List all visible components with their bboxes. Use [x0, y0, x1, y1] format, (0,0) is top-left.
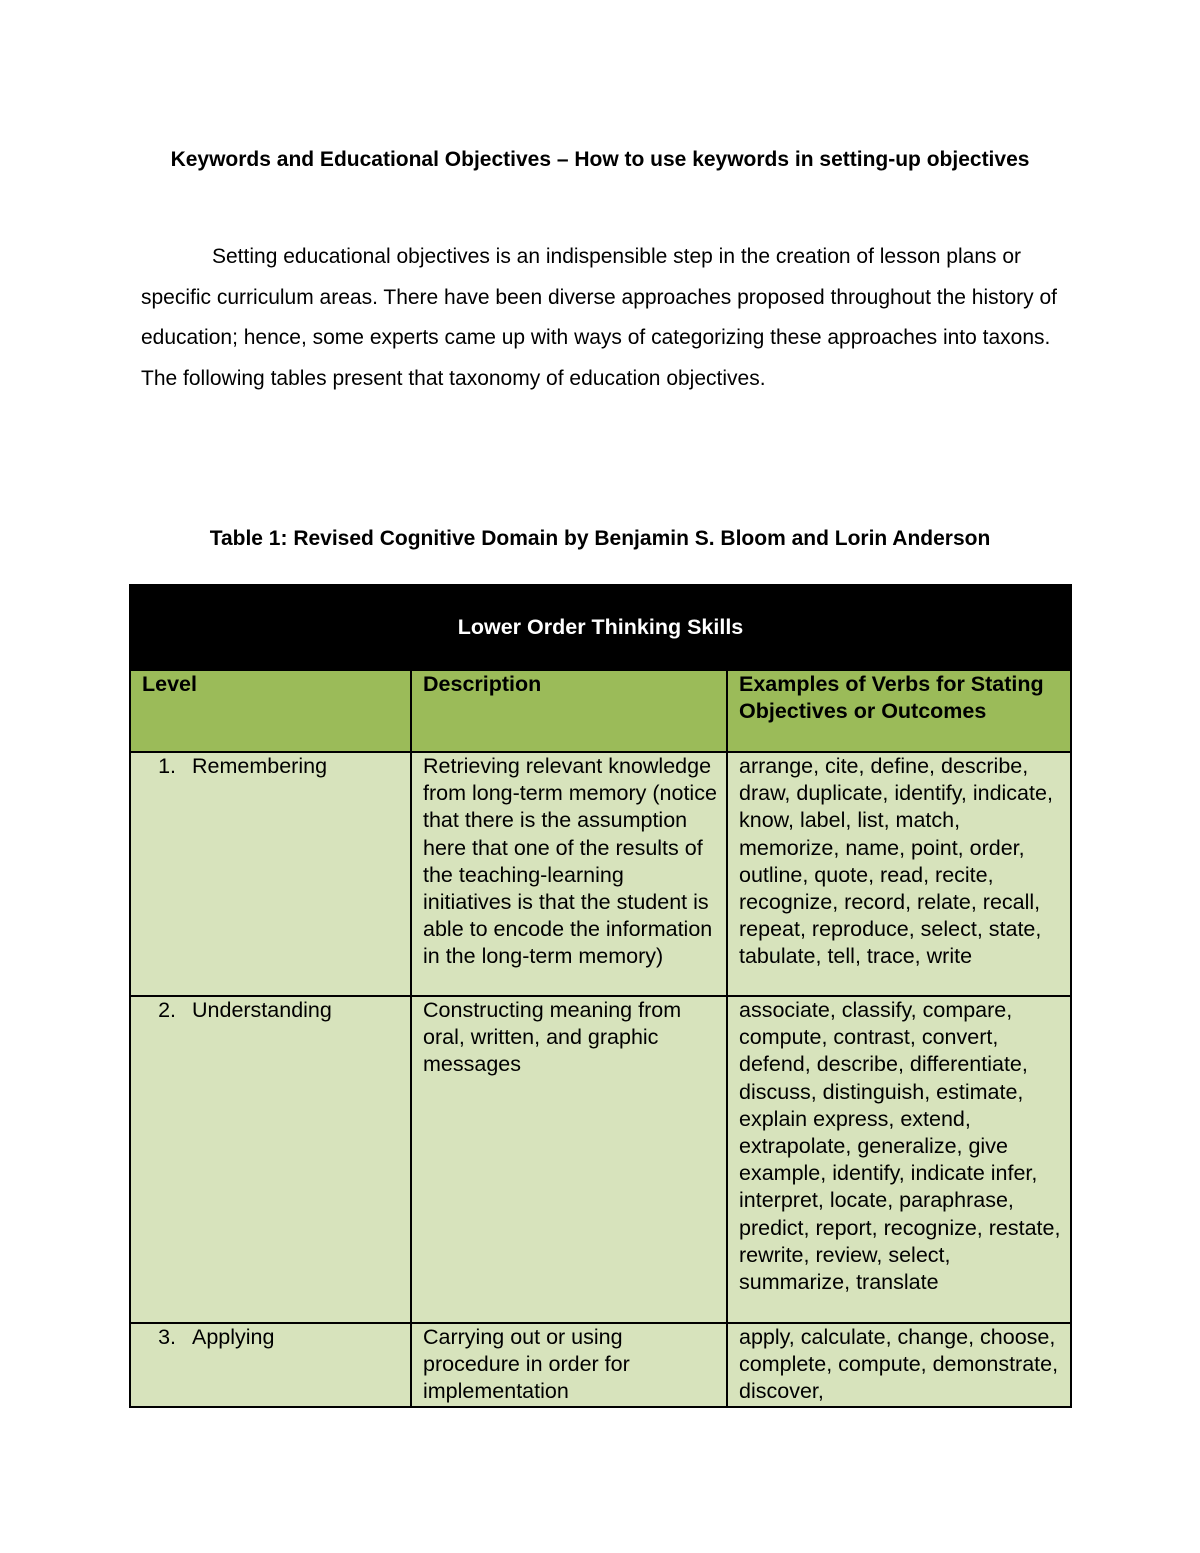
- table-caption: Table 1: Revised Cognitive Domain by Benjamin S. Bloom and Lorin Anderson: [209, 527, 991, 550]
- description-cell: Carrying out or using procedure in order for implementation: [411, 1323, 727, 1407]
- level-number: 2.: [158, 998, 176, 1022]
- table-banner: Lower Order Thinking Skills: [130, 585, 1071, 670]
- table-row: [130, 752, 1071, 996]
- table-banner-row: [130, 585, 1071, 670]
- column-header-description: Description: [411, 670, 727, 752]
- description-cell: Constructing meaning from oral, written, and graphic messages: [411, 996, 727, 1323]
- level-name: Understanding: [192, 998, 332, 1022]
- level-name: Applying: [192, 1325, 275, 1349]
- table-header-row: [130, 670, 1071, 752]
- level-name: Remembering: [192, 754, 328, 778]
- intro-text: Setting educational objectives is an indispensible step in the creation of lesson plans or specific curriculum areas. There have been diverse approaches proposed throughout the history of education; hence, some experts came up with ways of categorizing these approaches into taxons. The following tables present that taxonomy of education objectives.: [141, 245, 1057, 390]
- column-header-level: Level: [130, 670, 411, 752]
- level-cell: [130, 752, 411, 996]
- verbs-cell: arrange, cite, define, describe, draw, duplicate, identify, indicate, know, label, list, match, memorize, name, point, order, outline, quote, read, recite, recognize, record, relate, recall, repeat, reproduce, select, state, tabulate, tell, trace, write: [727, 752, 1071, 996]
- verbs-cell: apply, calculate, change, choose, complete, compute, demonstrate, discover,: [727, 1323, 1071, 1407]
- verbs-cell: associate, classify, compare, compute, contrast, convert, defend, describe, differentiate, discuss, distinguish, estimate, explain express, extend, extrapolate, generalize, give example, identify, indicate infer, interpret, locate, paraphrase, predict, report, recognize, restate, rewrite, review, select, summarize, translate: [727, 996, 1071, 1323]
- level-number: 1.: [158, 754, 176, 778]
- level-number: 3.: [158, 1325, 176, 1349]
- intro-paragraph: [141, 237, 1061, 399]
- cognitive-domain-table: [129, 584, 1072, 1408]
- description-cell: Retrieving relevant knowledge from long-term memory (notice that there is the assumption here that one of the results of the teaching-learning initiatives is that the student is able to encode the information in the long-term memory): [411, 752, 727, 996]
- page-title: Keywords and Educational Objectives – How to use keywords in setting-up objectives: [170, 148, 1030, 171]
- level-cell: [130, 1323, 411, 1407]
- level-cell: [130, 996, 411, 1323]
- table-row: [130, 1323, 1071, 1407]
- table-row: [130, 996, 1071, 1323]
- column-header-verbs: Examples of Verbs for Stating Objectives or Outcomes: [727, 670, 1071, 752]
